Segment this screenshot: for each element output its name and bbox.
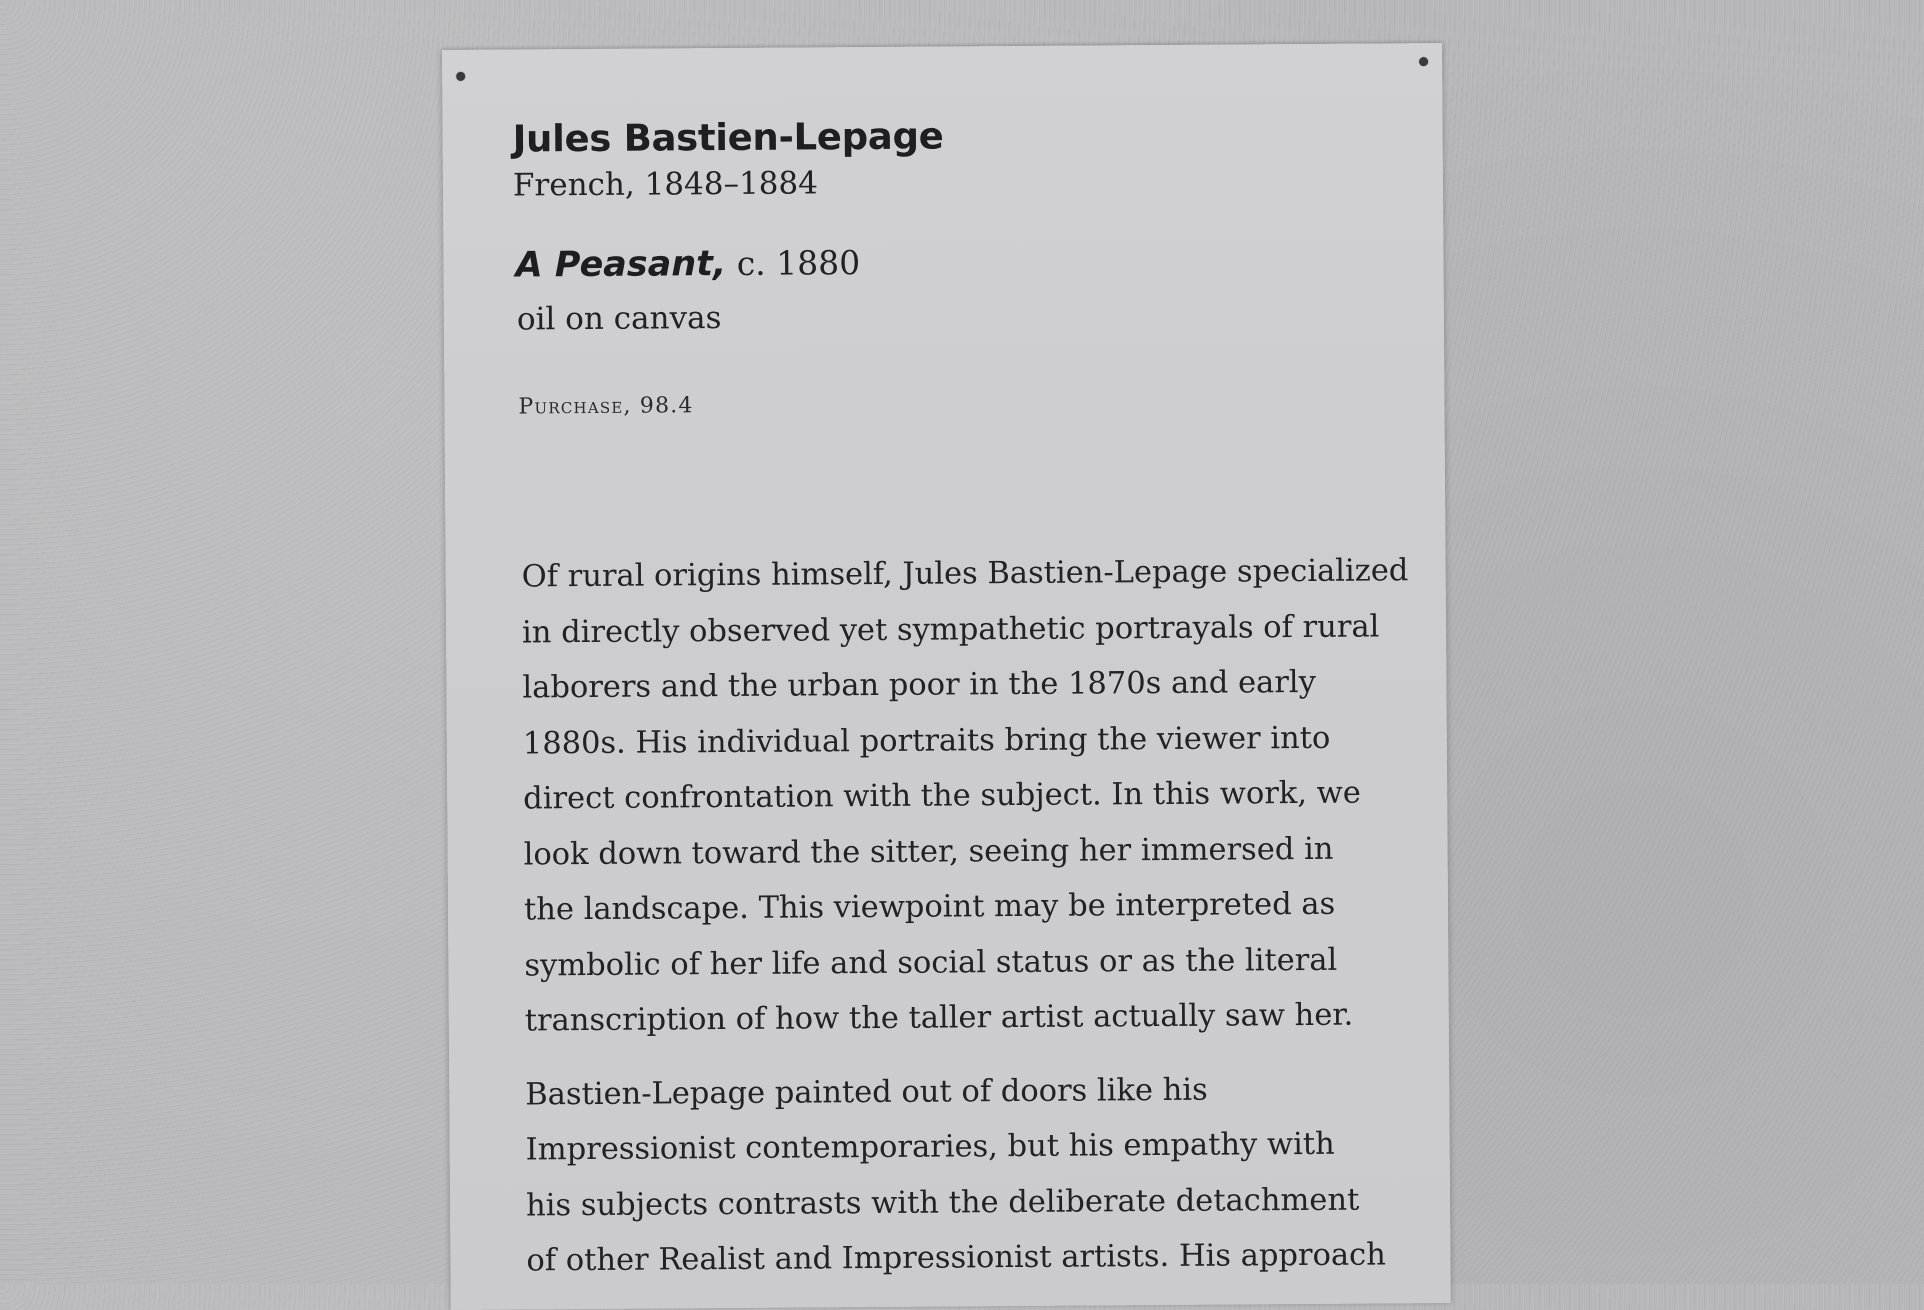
artwork-title-line <box>515 243 860 285</box>
paragraph-line: direct confrontation with the subject. In this work, we <box>523 775 1362 817</box>
museum-wall-label <box>442 43 1451 1310</box>
paragraph-line: Bastien-Lepage painted out of doors like his <box>525 1072 1208 1112</box>
credit-line: Purchase, 98.4 <box>518 393 694 420</box>
mounting-screw-right-icon <box>1419 57 1428 66</box>
paragraph-line: in directly observed yet sympathetic portrayals of rural <box>521 608 1380 650</box>
paragraph-line: symbolic of her life and social status or as the literal <box>524 942 1338 983</box>
label-description <box>521 543 1426 1289</box>
artist-nationality-dates: French, 1848–1884 <box>512 165 819 204</box>
mounting-screw-left-icon <box>456 72 465 81</box>
paragraph-line: the landscape. This viewpoint may be interpreted as <box>523 886 1336 928</box>
description-paragraph-2 <box>525 1061 1427 1289</box>
artwork-medium: oil on canvas <box>516 300 722 338</box>
paragraph-line: of other Realist and Impressionist artists. His approach <box>526 1237 1386 1279</box>
paragraph-line: his subjects contrasts with the deliberate detachment <box>525 1182 1360 1223</box>
artwork-title: A Peasant, <box>515 244 727 286</box>
paragraph-line: transcription of how the taller artist actually saw her. <box>524 997 1354 1039</box>
artist-name: Jules Bastien-Lepage <box>512 114 944 161</box>
paragraph-line: Impressionist contemporaries, but his empathy with <box>525 1126 1335 1168</box>
paragraph-line: 1880s. His individual portraits bring the viewer into <box>522 720 1331 761</box>
paragraph-line: Of rural origins himself, Jules Bastien-Lepage specialized <box>521 553 1409 595</box>
artwork-date: c. 1880 <box>736 243 861 283</box>
description-paragraph-1 <box>521 543 1424 1049</box>
paragraph-line: look down toward the sitter, seeing her immersed in <box>523 831 1334 872</box>
paragraph-line: laborers and the urban poor in the 1870s and early <box>522 664 1316 706</box>
